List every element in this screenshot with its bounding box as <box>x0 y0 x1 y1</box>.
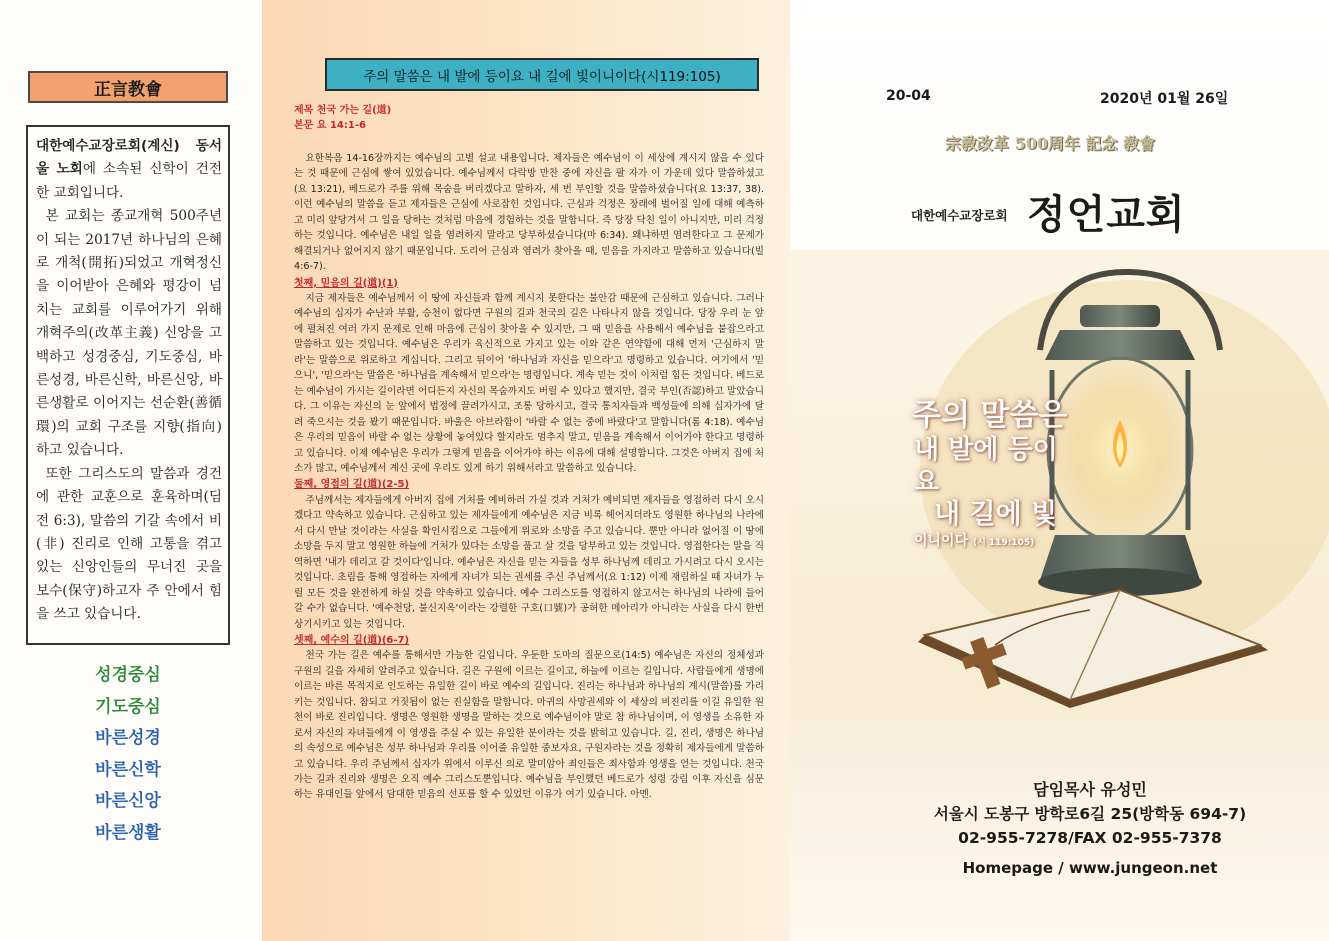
scene-verse-last: 이니이다 <box>914 533 969 549</box>
motto-list <box>26 660 230 850</box>
denomination-label: 대한예수교장로회 <box>911 208 1008 223</box>
section-body: 천국 가는 길은 예수를 통해서만 가능한 길입니다. 우둔한 도마의 질문으로(14:5) 예수님은 자신의 정체성과 구원의 길을 자세히 알려주고 있습니다. 길은 구원에 이르는 길이고, 하늘에 이르는 길입니다. 사람들에게 생명에 이르는 바른 목적지로 인도하는 유일한 길이 바로 예수의 길입니다. 진리는 하나님과 하나님의 계시(말씀)를 가리키는 것입니다. 참되고 거짓됨이 없는 진실함을 말합니다. 마귀의 사망권세와 이 세상의 비진리를 이길 유일한 원천이 바로 진리입니다. 생명은 영원한 생명을 말하는 것으로 예수님이야 말로 참 하나님이며, 이 영생을 소유한 자로서 자신의 자녀들에게 이 영생을 주실 수 있는 유일한 분이라는 것을 밝히고 있습니다. 길, 진리, 생명은 하나님의 속성으로 예수님은 성부 하나님과 우리를 이어줄 유일한 중보자요, 구원자라는 것을 정확히 제자들에게 말씀하고 있습니다. 우리 주님께서 십자가 위에서 이루신 의로 말미암아 죄인들은 죄사함과 영생을 얻는 것입니다. 천국 가는 길과 진리와 생명은 오직 예수 그리스도뿐입니다. 예수님을 부인했던 베드로가 성령 강림 이후 자신을 심문하는 유대인들 앞에서 담대한 믿음의 선포를 할 수 있었던 이유가 여기 있습니다. 아멘. <box>294 650 764 801</box>
motto-item: 바른성경 <box>95 728 161 749</box>
issue-number: 20-04 <box>886 88 931 104</box>
sermon-panel <box>262 0 790 941</box>
intro-paragraph-3: 또한 그리스도의 말씀과 경건에 관한 교훈으로 훈육하며(딤전 6:3), 말씀의 기갈 속에서 비(非) 진리로 인해 고통을 겪고 있는 신앙인들의 무너진 곳을 보수(保守)하고자 주 안에서 힘을 쓰고 있습니다. <box>36 465 222 623</box>
sermon-title: 제목 천국 가는 길(道) <box>294 105 392 116</box>
section-body: 주님께서는 제자들에게 아버지 집에 거처를 예비하러 가실 것과 거처가 예비되면 제자들을 영접하러 다시 오시겠다고 약속하고 있습니다. 근심하고 있는 제자들에게 예수님은 지금 비록 헤어지더라도 영원한 하나님의 나라에서 다시 만날 것이라는 사실을 확인시킴으로 그들에게 위로와 소망을 주고 있습니다. 뿐만 아니라 없어질 이 땅에 소망을 두지 말고 영원한 하늘에 거처가 있다는 소망을 품고 살 것을 당부하고 있는 것입니다. 영접한다는 말을 직역하면 '내가 데리고 갈 것이다'입니다. 예수님은 자신을 믿는 자들을 성부 하나님께 데리고 가시려고 다시 오시는 것입니다. 초림을 통해 영접하는 자에게 자녀가 되는 권세를 주신 주님께서(요 1:12) 이제 재림하실 때 자녀가 누릴 모든 것을 완전하게 하실 것을 약속하고 있습니다. 예수 그리스도를 영접하지 않고서는 하나님의 나라에 들어갈 수가 없습니다. '예수천당, 불신지옥'이라는 강렬한 구호(口號)가 공허한 메아리가 아니라는 사실을 다시 한번 상기시키고 있는 것입니다. <box>294 494 764 630</box>
church-name: 정언교회 <box>1027 192 1186 238</box>
intro-denomination: 대한예수교장로회(계신) 동서울 노회 <box>36 138 222 178</box>
scene-verse-line <box>914 532 1082 552</box>
scene-verse-reference: (시 119:105) <box>972 538 1035 548</box>
church-intro-box <box>26 125 230 645</box>
scene-verse-text <box>912 398 1082 552</box>
scene-verse-line: 내 길에 빛 <box>934 499 1058 530</box>
church-title-box: 正言教會 <box>28 71 228 103</box>
church-phone: 02-955-7278/FAX 02-955-7378 <box>958 829 1222 847</box>
section-body: 지금 제자들은 예수님께서 이 땅에 자신들과 함께 계시지 못한다는 불안감 때문에 근심하고 있습니다. 그러나 예수님의 십자가 수난과 부활, 승천이 없다면 구원의 길과 천국의 길은 나타나지 않을 것입니다. 당장 우리 눈 앞에 펼쳐진 여러 가지 문제로 인해 마음에 근심이 찾아올 수 있지만, 그 때 믿음을 사용해서 예수님을 붙잡으라고 말씀하고 있는 것입니다. 예수님은 우리가 육신적으로 가지고 있는 이와 같은 연약함에 대해 먼저 '근심하지 말라'는 말씀으로 위로하고 계십니다. 그리고 뒤이어 '하나님과 자신을 믿으라'고 명령하고 있습니다. 여기에서 '믿으니', '믿으라'는 말씀은 '하나님을 계속해서 믿으라'는 명령입니다. 계속 믿는 것이 이처럼 힘든 것입니다. 베드로는 예수님이 가시는 길이라면 어디든지 자신의 목숨까지도 버릴 수 있다고 했지만, 결국 부인(否認)하고 말았습니다. 그 이유는 자신의 눈 앞에서 법정에 끌려가시고, 조롱 당하시고, 결국 통치자들과 백성들에 의해 십자가에 달려 죽으시는 것을 봤기 때문입니다. 바울은 아브라함이 '바랄 수 없는 중에 바랐다'고 말합니다(롬 4:18). 예수님은 우리의 믿음이 바랄 수 없는 상황에 놓여있다 할지라도 멈추지 말고, 믿음을 계속해서 이어가야 한다고 명령하고 있습니다. 이제 예수님은 우리가 그렇게 믿음을 이어가야 하는 이유에 대해 설명합니다. 그것은 아버지 집에 처소가 많고, 예수님께서 계신 곳에 우리도 있게 하기 위해서라고 말씀하고 있습니다. <box>294 292 764 474</box>
intro-paragraph-1-rest: 에 소속된 신학이 건전한 교회입니다. <box>36 161 222 201</box>
church-address: 서울시 도봉구 방학로6길 25(방학동 694-7) <box>933 805 1247 823</box>
motto-item: 기도중심 <box>95 696 161 717</box>
sermon-scripture: 본문 요 14:1-6 <box>294 120 366 132</box>
anniversary-caption: 宗敎改革 500周年 記念 敎會 <box>945 134 1156 153</box>
motto-item: 바른신앙 <box>95 791 161 812</box>
section-heading: 첫째, 믿음의 길(道)(1) <box>294 277 398 289</box>
sermon-text <box>294 103 764 803</box>
motto-item: 성경중심 <box>95 665 161 685</box>
section-heading: 셋째, 예수의 길(道)(6-7) <box>294 634 410 646</box>
scene-verse-line: 주의 말씀은 <box>912 398 1068 433</box>
sermon-intro: 요한복음 14-16장까지는 예수님의 고별 설교 내용입니다. 제자들은 예수님이 이 세상에 계시지 않을 수 있다는 것 때문에 근심에 쌓여 있었습니다. 예수님께서 다락방 만찬 중에 자신을 팔 자가 이 가운데 있다 말씀하셨고(요 13:21), 베드로가 주를 위해 목숨을 버리겠다고 말하자, 세 번 부인할 것을 말씀하셨습니다(요 13:37, 38). 이런 예수님의 말씀을 듣고 제자들은 근심에 사로잡힌 것입니다. 근심과 걱정은 장래에 벌어질 일에 대해 예측하고 미리 앞당겨서 그 일을 당하는 것처럼 마음에 경험하는 것을 말합니다. 즉 당장 닥친 일이 아니지만, 미리 걱정하는 것입니다. 예수님은 내일 일을 염려하지 말라고 당부하셨습니다(마 6:34). 왜냐하면 염려한다고 그 문제가 해결되거나 없어지지 않기 때문입니다. 도리어 근심과 염려가 찾아올 때, 믿음을 가지라고 말씀하고 있습니다(빌 4:6-7). <box>294 152 764 273</box>
church-homepage: Homepage / www.jungeon.net <box>962 859 1218 877</box>
left-panel <box>0 0 262 941</box>
scene-verse-line: 내 발에 등이요 <box>914 435 1058 497</box>
motto-item: 바른생활 <box>95 822 161 843</box>
issue-date: 2020년 01월 26일 <box>1100 91 1229 107</box>
intro-paragraph-2: 본 교회는 종교개혁 500주년이 되는 2017년 하나님의 은혜로 개척(開拓)되었고 개혁정신을 이어받아 은혜와 평강이 넘치는 교회를 이루어가기 위해 개혁주의(改革主義) 신앙을 고백하고 성경중심, 기도중심, 바른성경, 바른신학, 바른신앙, 바른생활로 이어지는 선순환(善循環)의 교회 구조를 지향(指向)하고 있습니다. <box>36 208 222 459</box>
verse-banner: 주의 말씀은 내 발에 등이요 내 길에 빛이니이다(시119:105) <box>325 58 759 91</box>
cover-panel <box>790 0 1329 941</box>
motto-item: 바른신학 <box>95 759 161 780</box>
pastor-name: 담임목사 유성민 <box>1033 780 1147 799</box>
intro-paragraph-1 <box>36 135 222 205</box>
section-heading: 둘째, 영접의 길(道)(2-5) <box>294 479 410 491</box>
contact-block <box>890 778 1290 880</box>
